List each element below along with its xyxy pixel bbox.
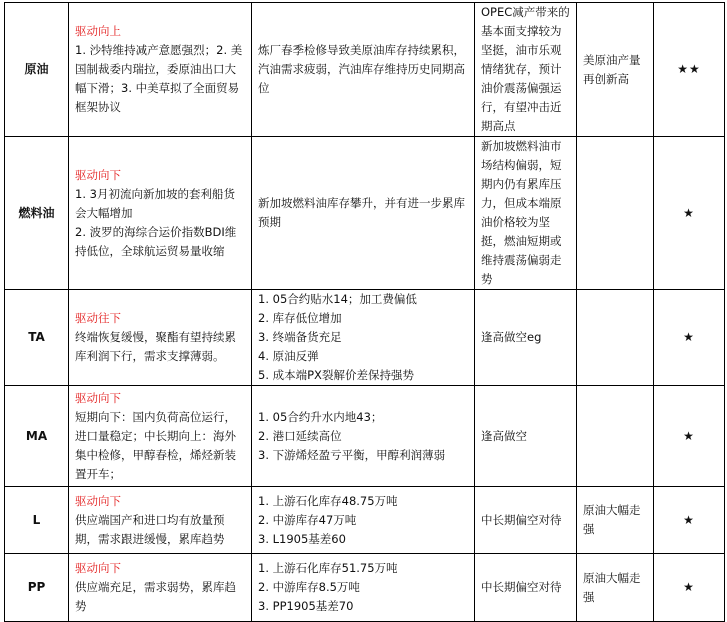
detail-cell — [252, 137, 475, 290]
driver-cell — [69, 290, 252, 386]
driver-line: 供应端充足，需求弱势，累库趋势 — [75, 580, 236, 613]
detail-line: 2. 中游库存47万吨 — [258, 512, 357, 527]
driver-line: 1. 沙特维持减产意愿强烈；2. 美国制裁委内瑞拉，委原油出口大幅下滑；3. 中美草拟了全面贸易框架协议 — [75, 43, 243, 114]
rating-stars: ★ — [654, 386, 725, 487]
detail-cell — [252, 3, 475, 137]
detail-line: 4. 原油反弹 — [258, 349, 319, 363]
view-cell: 中长期偏空对待 — [475, 554, 577, 622]
table-row — [5, 487, 725, 554]
detail-line: 2. 港口延续高位 — [258, 428, 342, 443]
detail-line: 1. 05合约贴水14；加工费偏低 — [258, 292, 417, 306]
view-cell: 新加坡燃料油市场结构偏弱，短期内仍有累库压力，但成本端原油价格较为坚挺，燃油短期或维持震荡偏弱走势 — [475, 137, 577, 290]
driver-line: 终端恢复缓慢，聚酯有望持续累库利润下行，需求支撑薄弱。 — [75, 330, 236, 363]
driver-line: 2. 波罗的海综合运价指数BDI维持低位，全球航运贸易量收缩 — [75, 224, 237, 258]
risk-cell: 原油大幅走强 — [577, 554, 654, 622]
driver-cell — [69, 487, 252, 554]
detail-line: 2. 中游库存8.5万吨 — [258, 580, 360, 594]
detail-line: 1. 上游石化库存48.75万吨 — [258, 493, 398, 508]
detail-line: 1. 05合约升水内地43； — [258, 409, 383, 424]
driver-cell — [69, 386, 252, 487]
table-row — [5, 290, 725, 386]
risk-cell: 美原油产量再创新高 — [577, 3, 654, 137]
detail-line: 1. 上游石化库存51.75万吨 — [258, 561, 398, 575]
commodity-name: 原油 — [5, 3, 69, 137]
driver-direction: 驱动向上 — [75, 24, 121, 38]
rating-stars: ★ — [654, 137, 725, 290]
commodity-name: MA — [5, 386, 69, 487]
driver-line: 供应端国产和进口均有放量预期，需求跟进缓慢，累库趋势 — [75, 512, 225, 546]
commodity-name: 燃料油 — [5, 137, 69, 290]
table-row — [5, 3, 725, 137]
table-row — [5, 137, 725, 290]
driver-direction: 驱动向下 — [75, 493, 121, 508]
detail-line: 2. 库存低位增加 — [258, 311, 342, 325]
driver-cell — [69, 554, 252, 622]
risk-cell — [577, 137, 654, 290]
detail-cell — [252, 554, 475, 622]
driver-cell — [69, 3, 252, 137]
detail-line: 5. 成本端PX裂解价差保持强势 — [258, 368, 414, 382]
table-row — [5, 386, 725, 487]
detail-line: 3. PP1905基差70 — [258, 599, 354, 613]
table-row — [5, 554, 725, 622]
driver-line: 短期向下：国内负荷高位运行，进口量稳定；中长期向上：海外集中检修，甲醇春检，烯烃新装置开车； — [75, 409, 236, 481]
detail-line: 3. 终端备货充足 — [258, 330, 342, 344]
driver-direction: 驱动向下 — [75, 167, 121, 182]
view-cell: 逢高做空eg — [475, 290, 577, 386]
risk-cell — [577, 290, 654, 386]
commodity-view-table — [4, 2, 725, 622]
commodity-name: TA — [5, 290, 69, 386]
detail-line: 3. 下游烯烃盈亏平衡，甲醇利润薄弱 — [258, 447, 446, 462]
rating-stars: ★ — [654, 554, 725, 622]
commodity-table-container — [4, 2, 724, 622]
view-cell: OPEC减产带来的基本面支撑较为坚挺，油市乐观情绪犹存，预计油价震荡偏强运行，有望冲击近期高点 — [475, 3, 577, 137]
detail-line: 3. L1905基差60 — [258, 531, 346, 546]
driver-line: 1. 3月初流向新加坡的套利船货会大幅增加 — [75, 186, 235, 220]
detail-cell — [252, 290, 475, 386]
detail-cell — [252, 386, 475, 487]
driver-direction: 驱动向下 — [75, 561, 121, 575]
driver-direction: 驱动往下 — [75, 311, 121, 325]
rating-stars: ★ — [654, 487, 725, 554]
commodity-name: PP — [5, 554, 69, 622]
detail-line: 新加坡燃料油库存攀升，并有进一步累库预期 — [258, 196, 465, 229]
commodity-name: L — [5, 487, 69, 554]
risk-cell — [577, 386, 654, 487]
driver-direction: 驱动向下 — [75, 390, 121, 405]
detail-cell — [252, 487, 475, 554]
detail-line: 炼厂春季检修导致美原油库存持续累积，汽油需求疲弱，汽油库存维持历史同期高位 — [258, 43, 465, 95]
view-cell: 中长期偏空对待 — [475, 487, 577, 554]
table-body — [5, 3, 725, 622]
rating-stars: ★★ — [654, 3, 725, 137]
driver-cell — [69, 137, 252, 290]
view-cell: 逢高做空 — [475, 386, 577, 487]
risk-cell: 原油大幅走强 — [577, 487, 654, 554]
rating-stars: ★ — [654, 290, 725, 386]
